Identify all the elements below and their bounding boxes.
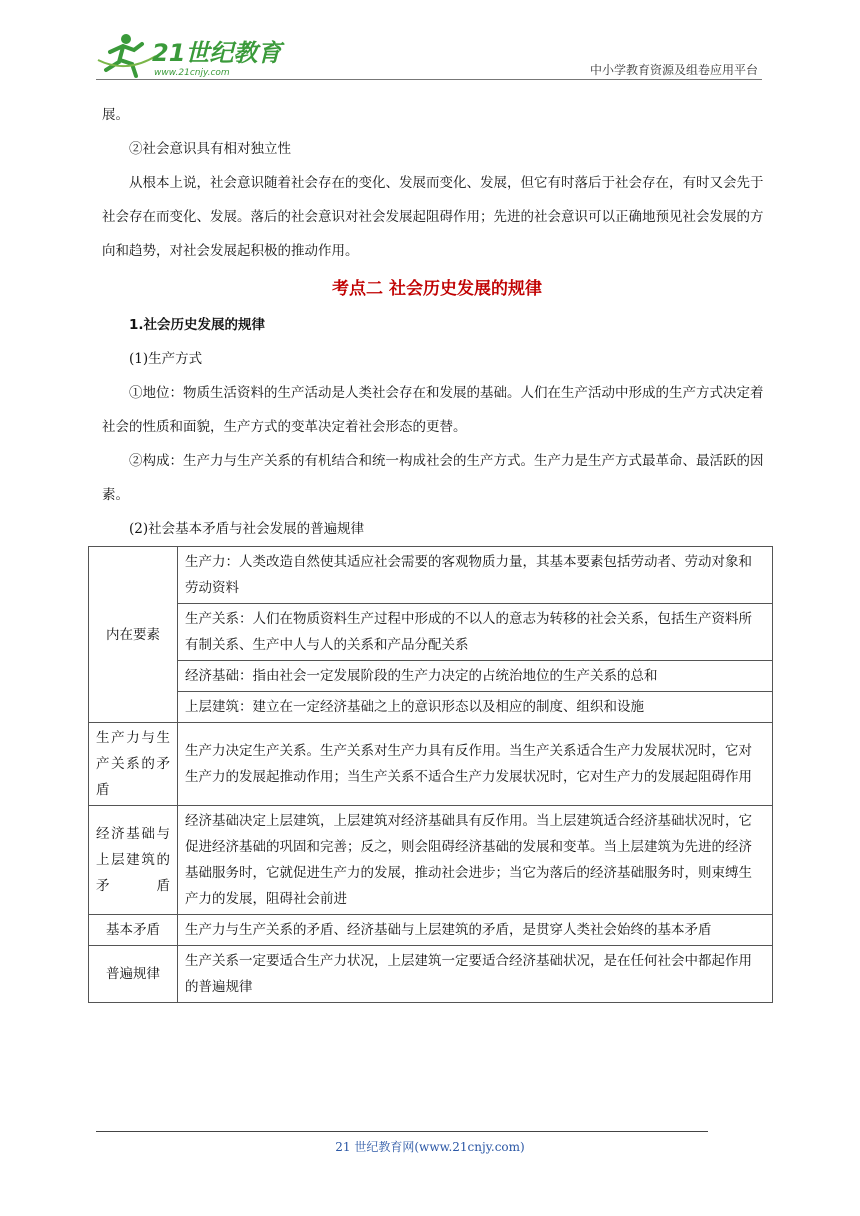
- paragraph-continuation: 展。: [102, 107, 129, 123]
- table-row: [89, 604, 773, 661]
- subheading-laws: 1.社会历史发展的规律: [129, 317, 266, 333]
- paragraph-relative-independence: ②社会意识具有相对独立性: [129, 141, 291, 157]
- svg-text:www.21cnjy.com: www.21cnjy.com: [154, 68, 230, 78]
- table-row: [89, 915, 773, 946]
- table-cell: 生产力决定生产关系。生产关系对生产力具有反作用。当生产关系适合生产力发展状况时，它对生产力的发展起推动作用；当生产关系不适合生产力发展状况时，它对生产力的发展起阻碍作用: [178, 723, 773, 806]
- running-figure-icon: [98, 34, 156, 76]
- svg-text:21世纪教育: 21世纪教育: [152, 39, 282, 67]
- table-row: [89, 692, 773, 723]
- footer-text: 21 世纪教育网(www.21cnjy.com): [335, 1140, 525, 1154]
- category-cell: 普遍规律: [89, 946, 178, 1003]
- page-header: [96, 30, 762, 82]
- table-cell: 生产力与生产关系的矛盾、经济基础与上层建筑的矛盾，是贯穿人类社会始终的基本矛盾: [178, 915, 773, 946]
- subheading-basic-contradiction: (2)社会基本矛盾与社会发展的普遍规律: [129, 521, 365, 537]
- table-row: [89, 661, 773, 692]
- contradiction-table: [88, 546, 773, 1003]
- category-cell: 生产力与生产关系的矛盾: [89, 723, 178, 806]
- table-cell: 上层建筑：建立在一定经济基础之上的意识形态以及相应的制度、组织和设施: [178, 692, 773, 723]
- table-cell: 经济基础：指由社会一定发展阶段的生产力决定的占统治地位的生产关系的总和: [178, 661, 773, 692]
- category-cell: 内在要素: [89, 547, 178, 723]
- paragraph-composition: ②构成：生产力与生产关系的有机结合和统一构成社会的生产方式。生产力是生产方式最革命、最活跃的因素。: [102, 453, 764, 503]
- table-row: [89, 946, 773, 1003]
- table-cell: 生产关系一定要适合生产力状况，上层建筑一定要适合经济基础状况，是在任何社会中都起作用的普遍规律: [178, 946, 773, 1003]
- header-divider: [96, 79, 762, 80]
- table-row: [89, 547, 773, 604]
- platform-name: 中小学教育资源及组卷应用平台: [589, 63, 758, 77]
- section-title: 考点二 社会历史发展的规律: [332, 279, 542, 299]
- footer-divider: [96, 1131, 708, 1132]
- table-row: [89, 806, 773, 915]
- table-cell: 生产力：人类改造自然使其适应社会需要的客观物质力量，其基本要素包括劳动者、劳动对象和劳动资料: [178, 547, 773, 604]
- document-body: [102, 98, 772, 546]
- category-cell: 经济基础与上层建筑的矛盾: [89, 806, 178, 915]
- logo: [96, 30, 356, 80]
- paragraph-status: ①地位：物质生活资料的生产活动是人类社会存在和发展的基础。人们在生产活动中形成的生产方式决定着社会的性质和面貌，生产方式的变革决定着社会形态的更替。: [102, 385, 764, 435]
- paragraph-social-consciousness: 从根本上说，社会意识随着社会存在的变化、发展而变化、发展，但它有时落后于社会存在，有时又会先于社会存在而变化、发展。落后的社会意识对社会发展起阻碍作用；先进的社会意识可以正确地预见社会发展的方向和趋势，对社会发展起积极的推动作用。: [102, 175, 764, 259]
- table-cell: 生产关系：人们在物质资料生产过程中形成的不以人的意志为转移的社会关系，包括生产资料所有制关系、生产中人与人的关系和产品分配关系: [178, 604, 773, 661]
- category-cell: 基本矛盾: [89, 915, 178, 946]
- table-row: [89, 723, 773, 806]
- subheading-mode-of-production: (1)生产方式: [129, 351, 203, 367]
- table-cell: 经济基础决定上层建筑，上层建筑对经济基础具有反作用。当上层建筑适合经济基础状况时，它促进经济基础的巩固和完善；反之，则会阻碍经济基础的发展和变革。当上层建筑为先进的经济基础服务时，它就促进生产力的发展，推动社会进步；当它为落后的经济基础服务时，则束缚生产力的发展，阻碍社会前进: [178, 806, 773, 915]
